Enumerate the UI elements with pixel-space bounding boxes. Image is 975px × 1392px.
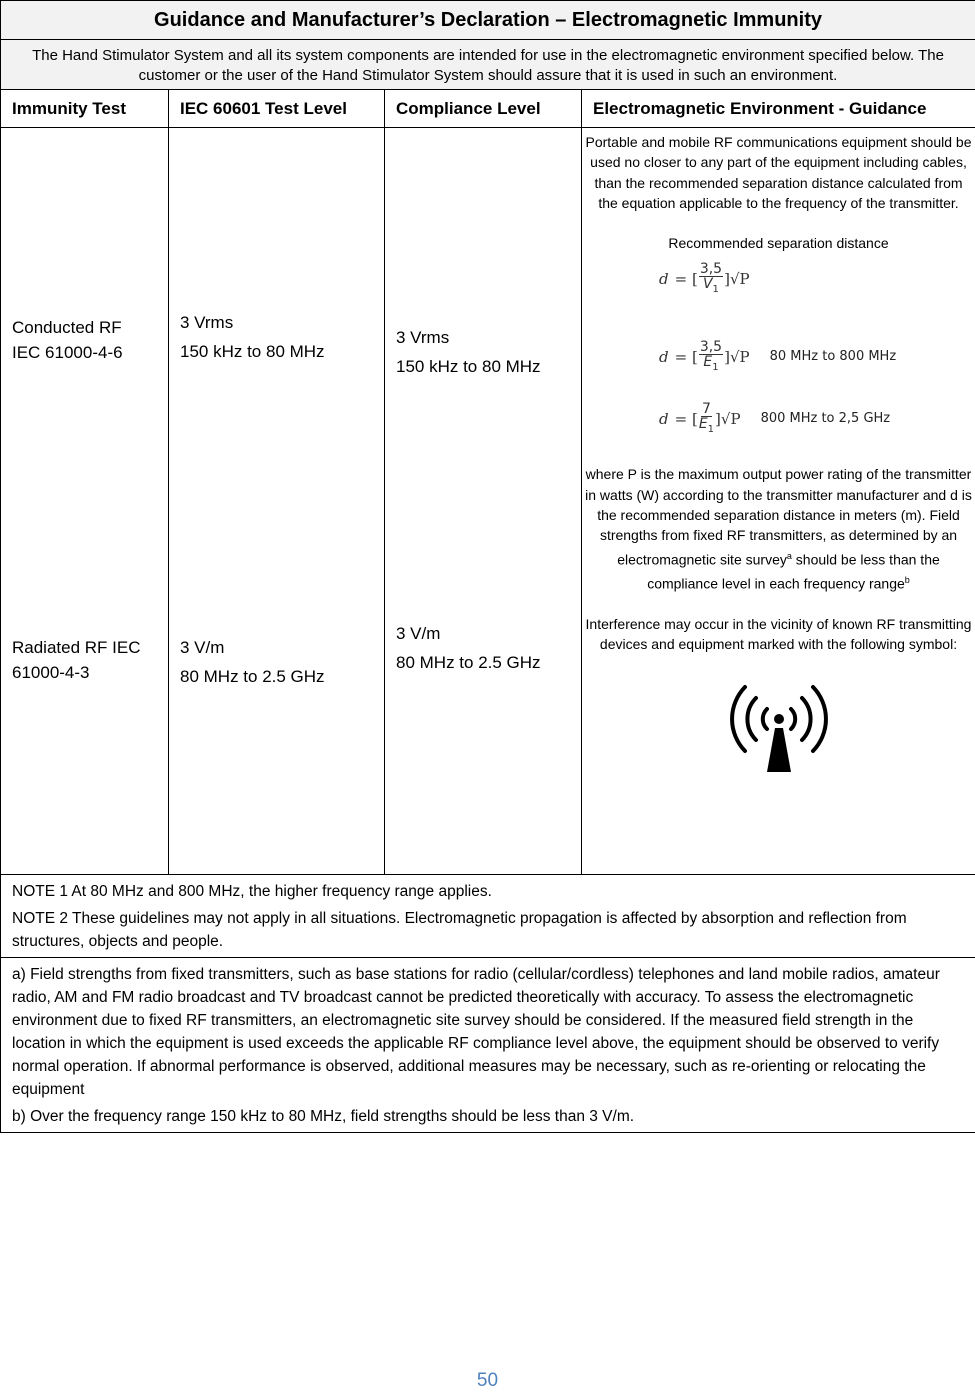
header-guidance: Electromagnetic Environment - Guidance [582, 90, 975, 128]
test-level-cell [169, 128, 385, 875]
formula-conducted: d = [ $\frac{3,5}{V_1}$ ] √P [584, 259, 973, 299]
conducted-rf-test: Conducted RF IEC 61000-4-6 [12, 315, 123, 365]
note-1: NOTE 1 At 80 MHz and 800 MHz, the higher frequency range applies. [12, 880, 964, 903]
radiated-test-level: 3 V/m 80 MHz to 2.5 GHz [180, 633, 325, 691]
table-row [1, 128, 975, 875]
radio-transmitter-icon [729, 684, 829, 776]
formula-radiated-low: d = [ $\frac{3,5}{E_1}$ ] √P 80 MHz to 800 MHz [584, 337, 973, 377]
notes-cell [1, 875, 975, 958]
guidance-interference-warning: Interference may occur in the vicinity of known RF transmitting devices and equipment marked with the following symbol: [584, 614, 973, 655]
immunity-test-cell [1, 128, 169, 875]
formula-radiated-high: d = [ $\frac{7}{E_1}$ ] √P 800 MHz to 2,5 GHz [584, 399, 973, 439]
guidance-power-explanation: where P is the maximum output power rating of the transmitter in watts (W) according to the transmitter manufacturer and d is the recommended separation distance in meters (m). Field strengths from fixed RF transmitters, as determined by an electromagnetic site survey$^a$ should be less than the compliance level in each frequency range$^b$ [584, 464, 973, 593]
page-number: 50 [0, 1370, 975, 1392]
compliance-level-cell [385, 128, 582, 875]
table-title: Guidance and Manufacturer’s Declaration – Electromagnetic Immunity [1, 1, 975, 40]
header-immunity-test: Immunity Test [1, 90, 169, 128]
radiated-compliance-level: 3 V/m 80 MHz to 2.5 GHz [396, 619, 541, 677]
header-test-level: IEC 60601 Test Level [169, 90, 385, 128]
conducted-test-level: 3 Vrms 150 kHz to 80 MHz [180, 308, 325, 366]
note-2: NOTE 2 These guidelines may not apply in all situations. Electromagnetic propagation is affected by absorption and reflection from structures, objects and people. [12, 907, 964, 953]
footnote-a: a) Field strengths from fixed transmitters, such as base stations for radio (cellular/cordless) telephones and land mobile radios, amateur radio, AM and FM radio broadcast and TV broadcast cannot be predicted theoretically with accuracy. To assess the electromagnetic environment due to fixed RF transmitters, an electromagnetic site survey should be considered. If the measured field strength in the location in which the equipment is used exceeds the applicable RF compliance level above, the equipment should be observed to verify normal operation. If abnormal performance is observed, additional measures may be necessary, such as re-orienting or relocating the equipment [12, 963, 964, 1101]
non-ionizing-radiation-icon [584, 684, 973, 776]
radiated-rf-test: Radiated RF IEC 61000-4-3 [12, 635, 141, 685]
footnote-b: b) Over the frequency range 150 kHz to 80 MHz, field strengths should be less than 3 V/m. [12, 1105, 964, 1128]
table-intro: The Hand Stimulator System and all its system components are intended for use in the electromagnetic environment specified below. The customer or the user of the Hand Stimulator System should assure that it is used in such an environment. [1, 40, 975, 90]
guidance-intro: Portable and mobile RF communications equipment should be used no closer to any part of the equipment including cables, than the recommended separation distance calculated from the equation applicable to the frequency of the transmitter. [584, 132, 973, 213]
conducted-compliance-level: 3 Vrms 150 kHz to 80 MHz [396, 323, 541, 381]
header-row [1, 90, 975, 128]
footnotes-cell [1, 958, 975, 1133]
separation-distance-label: Recommended separation distance [584, 233, 973, 253]
guidance-cell [582, 128, 975, 875]
header-compliance-level: Compliance Level [385, 90, 582, 128]
